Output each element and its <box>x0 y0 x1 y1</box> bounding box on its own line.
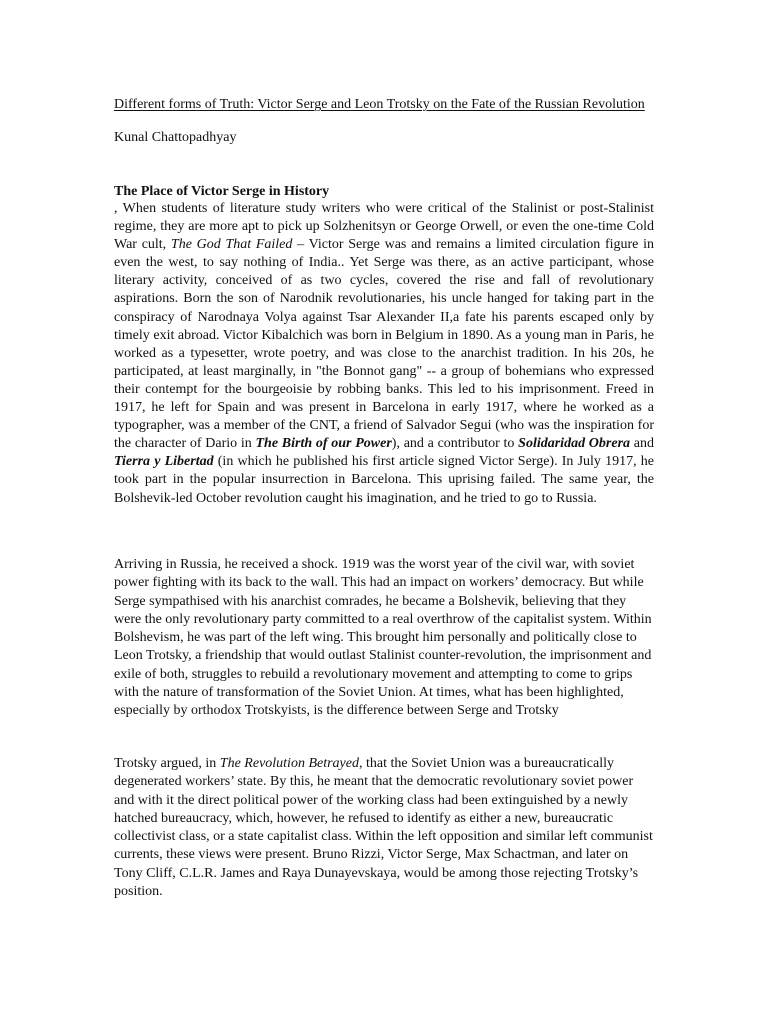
paragraph-1 <box>114 200 654 508</box>
paragraph-2: Arriving in Russia, he received a shock. 1919 was the worst year of the civil war, with soviet power fighting with its back to the wall. This had an impact on workers’ democracy. But while Serge sympathised with his anarchist comrades, he became a Bolshevik, believing that they were the only revolutionary party committed to a real overthrow of the capitalist system. Within Bolshevism, he was part of the left wing. This brought him personally and politically close to Leon Trotsky, a friendship that would outlast Stalinist counter-revolution, the imprisonment and exile of both, struggles to rebuild a revolutionary movement and attempting to come to grips with the nature of transformation of the Soviet Union. At times, what has been highlighted, especially by orthodox Trotskyists, is the difference between Serge and Trotsky <box>114 557 652 719</box>
paragraph-1-text-1: , When students of literature study writers who were critical of the Stalinist or post-Stalinist regime, they are more apt to pick up Solzhenitsyn or George Orwell, or even the one-time Cold War cult, <box>114 201 654 253</box>
paragraph-1-text-3: ), and a contributor to <box>391 436 519 452</box>
paragraph-3 <box>114 755 654 901</box>
section-heading: The Place of Victor Serge in History <box>114 184 330 199</box>
paragraph-1-text-5: (in which he published his first article signed Victor Serge). In July 1917, he took part in the popular insurrection in Barcelona. This uprising failed. The same year, the Bolshevik-led October revolution caught his imagination, and he tried to go to Russia. <box>114 454 654 506</box>
paragraph-1-text-4: and <box>630 436 654 452</box>
periodical-tierra-y-libertad: Tierra y Libertad <box>114 454 214 470</box>
author-name: Kunal Chattopadhyay <box>114 130 237 145</box>
document-title: Different forms of Truth: Victor Serge and Leon Trotsky on the Fate of the Russian Revolution <box>114 97 645 112</box>
book-title-god-that-failed: The God That Failed <box>170 237 293 253</box>
paragraph-1-text-2: – Victor Serge was and remains a limited circulation figure in even the west, to say nothing of India.. Yet Serge was there, as an active participant, whose literary activity, conceived of as two cycles, covered the rise and fall of revolutionary aspirations. Born the son of Narodnik revolutionaries, his uncle hanged for taking part in the conspiracy of Narodnaya Volya against Tsar Alexander II,a fate his parents escaped only by timely exit abroad. Victor Kibalchich was born in Belgium in 1890. As a young man in Paris, he worked as a typesetter, wrote poetry, and was close to the anarchist tradition. In his 20s, he participated, at least marginally, in "the Bonnot gang" -- a group of bohemians who expressed their contempt for the bourgeoisie by robbing banks. This led to his imprisonment. Freed in 1917, he left for Spain and was present in Barcelona in early 1917, where he worked as a typographer, was a member of the CNT, a friend of Salvador Segui (who was the inspiration for the character of Dario in <box>114 237 654 452</box>
book-title-revolution-betrayed: The Revolution Betrayed <box>219 756 359 771</box>
book-title-birth-of-our-power: The Birth of our Power <box>255 436 392 452</box>
periodical-solidaridad-obrera: Solidaridad Obrera <box>518 436 631 452</box>
paragraph-3-text-2: , that the Soviet Union was a bureaucratically degenerated workers’ state. By this, he meant that the democratic revolutionary soviet power and with it the direct political power of the working class had been extinguished by a newly hatched bureaucracy, which, however, he refused to identify as either a new, bureaucratic collectivist class, or a state capitalist class. Within the left opposition and similar left communist currents, these views were present. Bruno Rizzi, Victor Serge, Max Schactman, and later on Tony Cliff, C.L.R. James and Raya Dunayevskaya, would be among those rejecting Trotsky’s position. <box>114 756 653 900</box>
paragraph-3-text-1: Trotsky argued, in <box>114 756 220 771</box>
